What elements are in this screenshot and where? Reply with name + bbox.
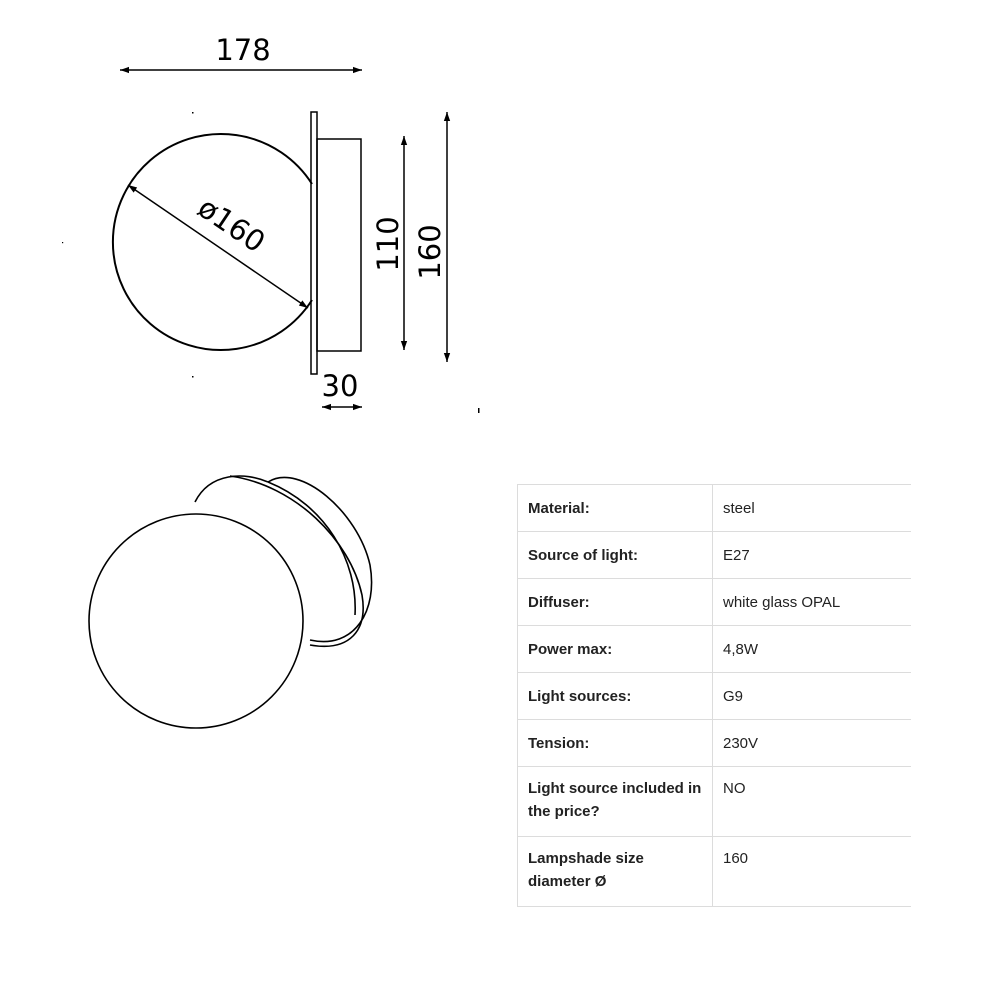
spec-value: 230V (713, 720, 912, 767)
spec-value: NO (713, 767, 912, 837)
spec-label: Tension: (518, 720, 713, 767)
wall-base (317, 139, 361, 351)
table-row (518, 837, 912, 907)
table-row (518, 767, 912, 837)
table-row (518, 720, 912, 767)
spec-label: Lampshade size diameter Ø (518, 837, 713, 907)
table-row (518, 532, 912, 579)
spec-value: E27 (713, 532, 912, 579)
table-row (518, 579, 912, 626)
inner-height-dimension-label: 110 (371, 216, 405, 272)
specifications-table (517, 484, 911, 907)
depth-dimension-label: 30 (321, 369, 359, 403)
spec-label: Light sources: (518, 673, 713, 720)
spec-value: white glass OPAL (713, 579, 912, 626)
spec-value: 160 (713, 837, 912, 907)
spec-label: Diffuser: (518, 579, 713, 626)
width-dimension-label: 178 (215, 33, 271, 67)
spec-label: Power max: (518, 626, 713, 673)
spec-value: steel (713, 485, 912, 532)
base-disc-back (195, 476, 268, 502)
spec-label: Material: (518, 485, 713, 532)
globe-outline-perspective (89, 514, 303, 728)
diameter-dimension-label: ø160 (191, 190, 272, 260)
perspective-view (89, 476, 372, 728)
spec-value: G9 (713, 673, 912, 720)
spec-label: Light source included in the price? (518, 767, 713, 837)
spec-label: Source of light: (518, 532, 713, 579)
table-row (518, 626, 912, 673)
table-row (518, 485, 912, 532)
mounting-plate (311, 112, 317, 374)
spec-value: 4,8W (713, 626, 912, 673)
outer-height-dimension-label: 160 (413, 224, 447, 280)
table-row (518, 673, 912, 720)
